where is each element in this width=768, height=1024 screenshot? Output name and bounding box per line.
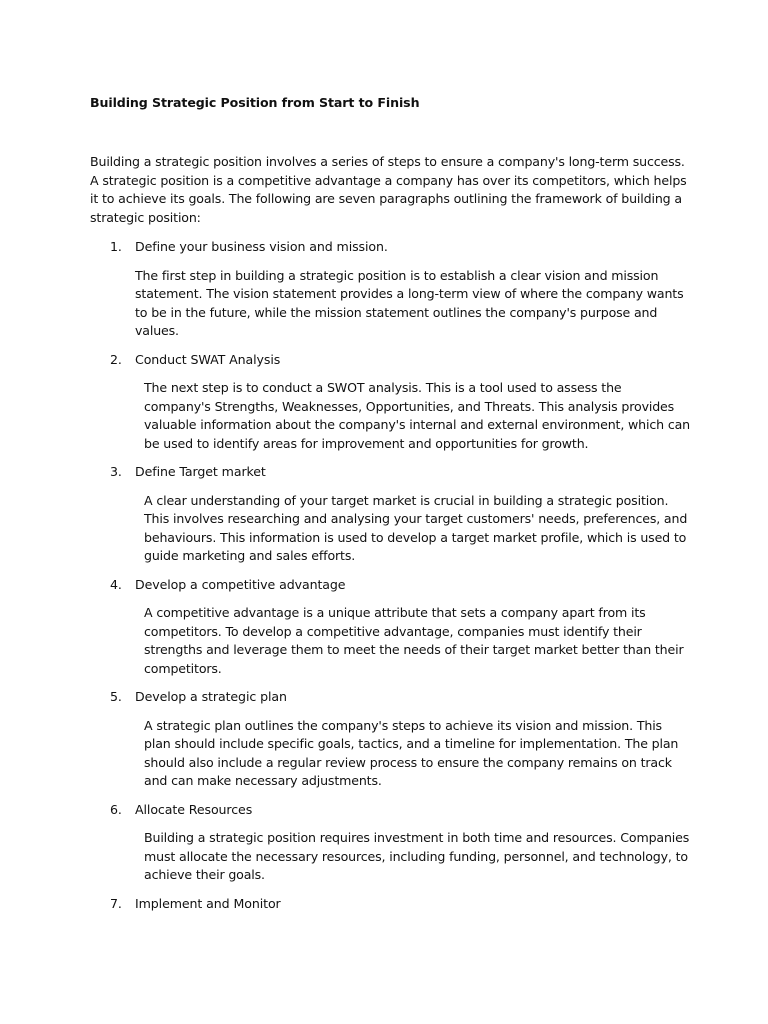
step-body: A strategic plan outlines the company's steps to achieve its vision and mission. This plan should include specific goals, tactics, and a timeline for implementation. The plan should also include a regular review process to ensure the company remains on track and can make necessary adjustments. <box>144 717 679 788</box>
step-heading-text: Define Target market <box>135 464 266 479</box>
list-item <box>90 351 690 454</box>
step-heading-text: Develop a strategic plan <box>135 689 287 704</box>
list-item <box>90 688 690 791</box>
steps-list <box>90 238 690 913</box>
step-number: 7. <box>110 895 122 911</box>
list-item <box>90 801 690 885</box>
step-heading <box>90 895 690 914</box>
step-number: 4. <box>110 576 122 592</box>
step-heading <box>90 576 690 595</box>
step-body: Building a strategic position requires investment in both time and resources. Companies must allocate the necessary resources, including funding, personnel, and technology, to achieve their goals. <box>144 830 690 882</box>
step-number: 2. <box>110 351 122 367</box>
step-heading <box>90 351 690 370</box>
step-heading <box>90 238 690 257</box>
step-heading <box>90 463 690 482</box>
step-heading-text: Conduct SWAT Analysis <box>135 351 281 367</box>
step-heading <box>90 801 690 820</box>
document-page <box>90 94 690 923</box>
step-heading-text: Define your business vision and mission. <box>135 239 388 254</box>
list-item <box>90 238 690 341</box>
step-body: The first step in building a strategic position is to establish a clear vision and mission statement. The vision statement provides a long-term view of where the company wants to be in the future, while the mission statement outlines the company's purpose and values. <box>135 267 684 338</box>
list-item <box>90 895 690 914</box>
step-heading <box>90 688 690 707</box>
step-heading-text: Allocate Resources <box>135 801 253 817</box>
step-number: 6. <box>110 801 122 817</box>
step-number: 3. <box>110 464 122 479</box>
step-body: The next step is to conduct a SWOT analysis. This is a tool used to assess the company's Strengths, Weaknesses, Opportunities, and Threats. This analysis provides valuable information about the company's internal and external environment, which can be used to identify areas for improvement and opportunities for growth. <box>144 380 690 451</box>
document-title: Building Strategic Position from Start to Finish <box>90 95 420 110</box>
list-item <box>90 463 690 566</box>
step-heading-text: Implement and Monitor <box>135 895 281 911</box>
intro-paragraph: Building a strategic position involves a series of steps to ensure a company's long-term success. A strategic position is a competitive advantage a company has over its competitors, which helps it to achieve its goals. The following are seven paragraphs outlining the framework of building a strategic position: <box>90 154 687 225</box>
step-heading-text: Develop a competitive advantage <box>135 576 346 592</box>
list-item <box>90 576 690 679</box>
step-body: A clear understanding of your target market is crucial in building a strategic position. This involves researching and analysing your target customers' needs, preferences, and behaviours. This information is used to develop a target market profile, which is used to guide marketing and sales efforts. <box>144 492 688 563</box>
step-number: 5. <box>110 689 122 704</box>
step-body: A competitive advantage is a unique attribute that sets a company apart from its competitors. To develop a competitive advantage, companies must identify their strengths and leverage them to meet the needs of their target market better than their competitors. <box>144 605 684 676</box>
step-number: 1. <box>110 239 122 254</box>
